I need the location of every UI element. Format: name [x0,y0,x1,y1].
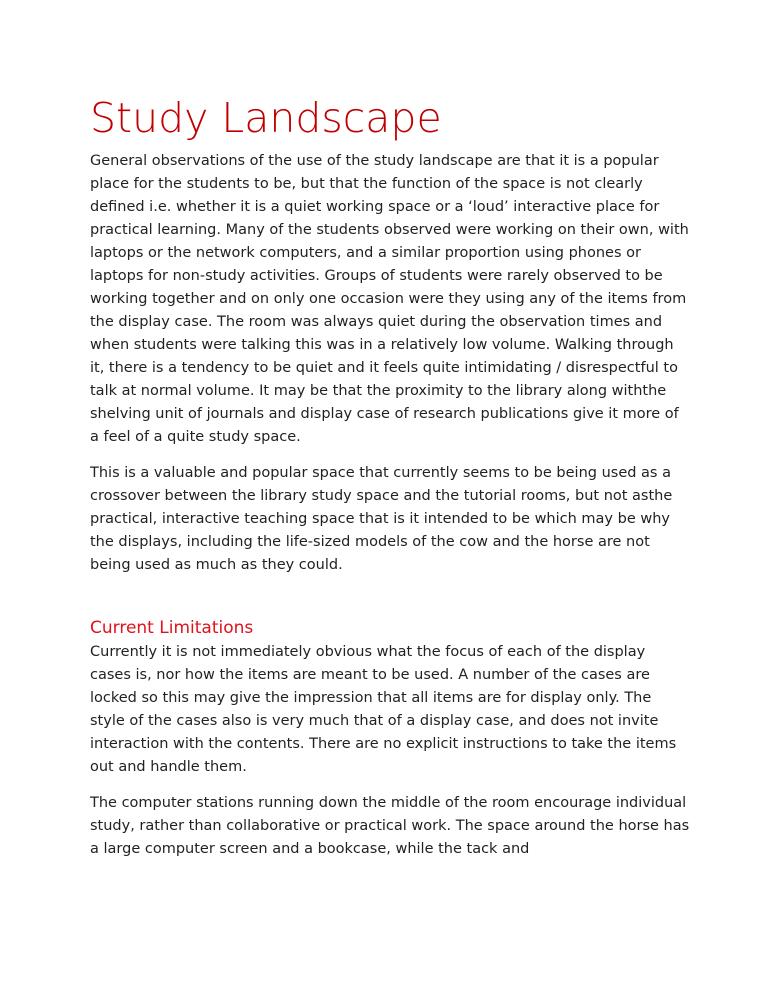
section-heading-current-limitations: Current Limitations [90,617,254,638]
section-paragraph-1: Currently it is not immediately obvious what the focus of each of the display cases is, nor how the items are meant to be used. A number of the cases are locked so this may give the impression that all items are for display only. The style of the cases also is very much that of a display case, and does not invite interaction with the contents. There are no explicit instructions to take the items out and handle them. [90,643,677,775]
document-page [90,96,690,874]
page-title: Study Landscape [90,94,442,142]
section-paragraph-2: The computer stations running down the middle of the room encourage individual study, rather than collaborative or practical work. The space around the horse has a large computer screen and a bookcase, while the tack and [90,794,690,857]
intro-paragraph-2: This is a valuable and popular space that currently seems to be being used as a crossover between the library study space and the tutorial rooms, but not asthe practical, interactive teaching space that is it intended to be which may be why the displays, including the life-sized models of the cow and the horse are not being used as much as they could. [90,464,673,573]
intro-paragraph-1: General observations of the use of the study landscape are that it is a popular place for the students to be, but that the function of the space is not clearly defined i.e. whether it is a quiet working space or a ‘loud’ interactive place for practical learning. Many of the students observed were working on their own, with laptops or the network computers, and a similar proportion using phones or laptops for non-study activities. Groups of students were rarely observed to be working together and on only one occasion were they using any of the items from the display case. The room was always quiet during the observation times and when students were talking this was in a relatively low volume. Walking through it, there is a tendency to be quiet and it feels quite intimidating / disrespectful to talk at normal volume. It may be that the proximity to the library along withthe shelving unit of journals and display case of research publications give it more of a feel of a quite study space. [90,152,689,445]
